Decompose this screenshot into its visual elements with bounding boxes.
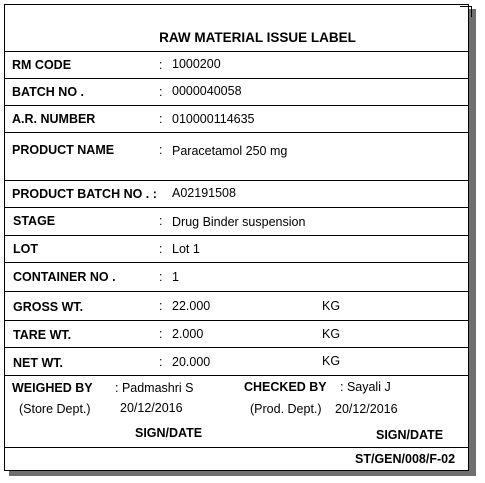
issue-label-card [4,4,469,471]
weighed-by-name: : Padmashri S [115,381,194,395]
rule-product-batch [4,207,469,208]
container-no-value: 1 [172,270,179,284]
rule-rm-code [4,78,469,79]
checked-by-date: 20/12/2016 [335,402,398,416]
rule-lot [4,262,469,263]
rule-container [4,291,469,292]
net-wt-label: NET WT. [13,356,63,370]
product-batch-label: PRODUCT BATCH NO . : [12,187,157,201]
batch-no-label: BATCH NO . [12,85,84,99]
product-name-colon: : [159,143,163,157]
checked-by-label: CHECKED BY [244,380,327,394]
ar-number-label: A.R. NUMBER [12,112,96,126]
rm-code-value: 1000200 [172,57,221,71]
net-wt-colon: : [159,355,163,369]
ar-number-value: 010000114635 [172,112,255,126]
tare-wt-value: 2.000 [172,327,204,341]
sign-date-right: SIGN/DATE [376,428,444,442]
net-wt-unit: KG [322,354,341,368]
lot-colon: : [159,242,163,256]
rule-net [4,375,469,376]
rule-tare [4,347,469,348]
gross-wt-colon: : [159,299,163,313]
rule-ar-number [4,132,469,133]
rm-code-colon: : [159,58,163,72]
stage-label: STAGE [13,214,56,228]
gross-wt-unit: KG [322,299,341,313]
rule-signature [4,447,469,448]
product-batch-value: A02191508 [172,186,236,200]
batch-no-value: 0000040058 [172,84,242,98]
rule-stage [4,235,469,236]
rule-gross [4,320,469,321]
footer-form-code: ST/GEN/008/F-02 [355,452,456,466]
gross-wt-label: GROSS WT. [13,300,84,314]
gross-wt-value: 22.000 [172,299,211,313]
lot-label: LOT [13,242,38,256]
tare-wt-label: TARE WT. [13,328,72,342]
net-wt-value: 20.000 [172,355,211,369]
batch-no-colon: : [159,85,163,99]
weighed-by-label: WEIGHED BY [12,381,93,395]
sign-date-left: SIGN/DATE [135,426,203,440]
tare-wt-colon: : [159,327,163,341]
rule-batch-no [4,105,469,106]
product-name-value: Paracetamol 250 mg [172,144,288,158]
checked-by-name: : Sayali J [340,380,391,394]
stage-colon: : [159,214,163,228]
weighed-by-dept: (Store Dept.) [19,402,91,416]
container-no-label: CONTAINER NO . [13,270,116,284]
checked-by-dept: (Prod. Dept.) [250,402,322,416]
stage-value: Drug Binder suspension [172,215,306,229]
lot-value: Lot 1 [172,242,200,256]
container-no-colon: : [159,270,163,284]
rule-product-name [4,180,469,181]
rule-title [4,51,469,52]
weighed-by-date: 20/12/2016 [120,401,183,415]
rm-code-label: RM CODE [12,58,72,72]
tare-wt-unit: KG [322,327,341,341]
product-name-label: PRODUCT NAME [12,143,115,157]
top-corner-mark [460,6,472,17]
label-title: RAW MATERIAL ISSUE LABEL [159,30,356,45]
ar-number-colon: : [159,112,163,126]
